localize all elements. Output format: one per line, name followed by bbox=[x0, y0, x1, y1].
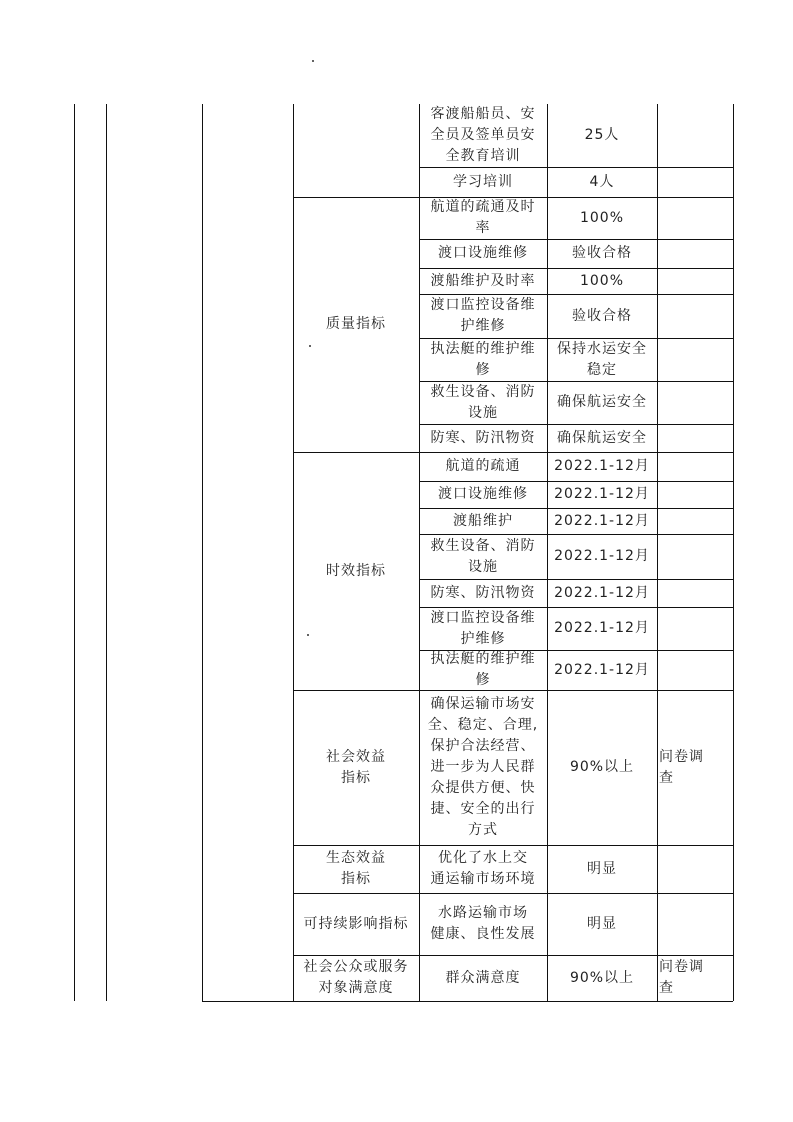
value-cell: 2022.1-12月 bbox=[554, 620, 650, 636]
value-cell: 保持水运安全 稳定 bbox=[557, 340, 647, 378]
value-cell: 90%以上 bbox=[569, 759, 635, 775]
indicator-cell: 执法艇的维护维 修 bbox=[430, 651, 536, 688]
value-cell: 确保航运安全 bbox=[557, 394, 647, 410]
indicator-cell: 渡船维护及时率 bbox=[430, 272, 536, 289]
scan-speck bbox=[312, 60, 314, 62]
value-cell: 4人 bbox=[589, 173, 615, 190]
indicator-cell: 救生设备、消防 设施 bbox=[430, 383, 536, 421]
value-cell: 2022.1-12月 bbox=[554, 512, 650, 529]
value-cell: 100% bbox=[579, 209, 625, 226]
table-column-border bbox=[74, 104, 75, 1001]
value-cell: 明显 bbox=[587, 915, 617, 932]
indicator-cell: 航道的疏通及时 率 bbox=[430, 199, 536, 236]
indicator-cell: 航道的疏通 bbox=[445, 458, 521, 474]
value-cell: 100% bbox=[579, 272, 625, 289]
remark-cell bbox=[657, 104, 733, 167]
category-label bbox=[293, 104, 419, 197]
scan-speck bbox=[307, 634, 309, 636]
value-cell: 90%以上 bbox=[569, 969, 635, 986]
category-label: 时效指标 bbox=[326, 562, 386, 579]
remark-cell bbox=[657, 268, 733, 294]
indicator-cell: 防寒、防汛物资 bbox=[430, 584, 536, 601]
value-cell: 2022.1-12月 bbox=[554, 661, 650, 678]
value-cell: 2022.1-12月 bbox=[554, 458, 650, 474]
remark-cell bbox=[657, 239, 733, 268]
scan-speck bbox=[309, 345, 311, 347]
remark-cell: 问卷调 查 bbox=[659, 748, 704, 786]
remark-cell bbox=[657, 338, 733, 381]
value-cell: 验收合格 bbox=[572, 245, 632, 261]
remark-cell: 问卷调 查 bbox=[659, 959, 704, 996]
value-cell: 25人 bbox=[584, 127, 620, 143]
remark-cell bbox=[657, 481, 733, 508]
remark-cell bbox=[657, 424, 733, 452]
indicator-cell: 渡口设施维修 bbox=[438, 486, 528, 502]
category-label: 社会效益 指标 bbox=[326, 748, 386, 786]
value-cell: 2022.1-12月 bbox=[554, 486, 650, 502]
category-label: 生态效益 指标 bbox=[326, 850, 386, 887]
indicator-cell: 学习培训 bbox=[453, 173, 513, 190]
remark-cell bbox=[657, 508, 733, 534]
value-cell: 2022.1-12月 bbox=[554, 548, 650, 564]
remark-cell bbox=[657, 650, 733, 690]
remark-cell bbox=[657, 607, 733, 650]
value-cell: 验收合格 bbox=[572, 307, 632, 324]
category-label: 质量指标 bbox=[326, 316, 386, 332]
table-column-border bbox=[202, 104, 203, 1001]
indicator-cell: 渡口监控设备维 护维修 bbox=[430, 609, 536, 647]
indicator-cell: 客渡船船员、安 全员及签单员安 全教育培训 bbox=[430, 106, 536, 164]
indicator-cell: 群众满意度 bbox=[445, 969, 521, 986]
remark-cell bbox=[657, 845, 733, 893]
indicator-cell: 确保运输市场安 全、稳定、合理, 保护合法经营、 进一步为人民群 众提供方便、快 捷、安全的出行 方式 bbox=[427, 696, 539, 838]
value-cell: 2022.1-12月 bbox=[554, 584, 650, 601]
remark-cell bbox=[657, 294, 733, 338]
value-cell: 明显 bbox=[587, 860, 617, 877]
table-column-border bbox=[733, 104, 734, 1001]
remark-cell bbox=[657, 893, 733, 955]
value-cell: 确保航运安全 bbox=[557, 429, 647, 446]
indicator-cell: 渡口监控设备维 护维修 bbox=[430, 297, 536, 334]
category-label: 社会公众或服务 对象满意度 bbox=[303, 959, 409, 996]
indicator-cell: 防寒、防汛物资 bbox=[430, 429, 536, 446]
indicator-cell: 优化了水上交 通运输市场环境 bbox=[430, 850, 536, 887]
remark-cell bbox=[657, 167, 733, 197]
remark-cell bbox=[657, 534, 733, 579]
table-column-border bbox=[106, 104, 107, 1001]
indicator-cell: 执法艇的维护维 修 bbox=[430, 340, 536, 378]
remark-cell bbox=[657, 452, 733, 481]
remark-cell bbox=[657, 579, 733, 607]
remark-cell bbox=[657, 381, 733, 424]
category-label: 可持续影响指标 bbox=[303, 915, 409, 932]
indicator-cell: 救生设备、消防 设施 bbox=[430, 537, 536, 575]
table-bottom-border bbox=[202, 1001, 733, 1002]
indicator-cell: 水路运输市场 健康、良性发展 bbox=[430, 905, 536, 942]
remark-cell bbox=[657, 197, 733, 239]
indicator-cell: 渡船维护 bbox=[453, 512, 513, 529]
indicator-cell: 渡口设施维修 bbox=[438, 245, 528, 261]
